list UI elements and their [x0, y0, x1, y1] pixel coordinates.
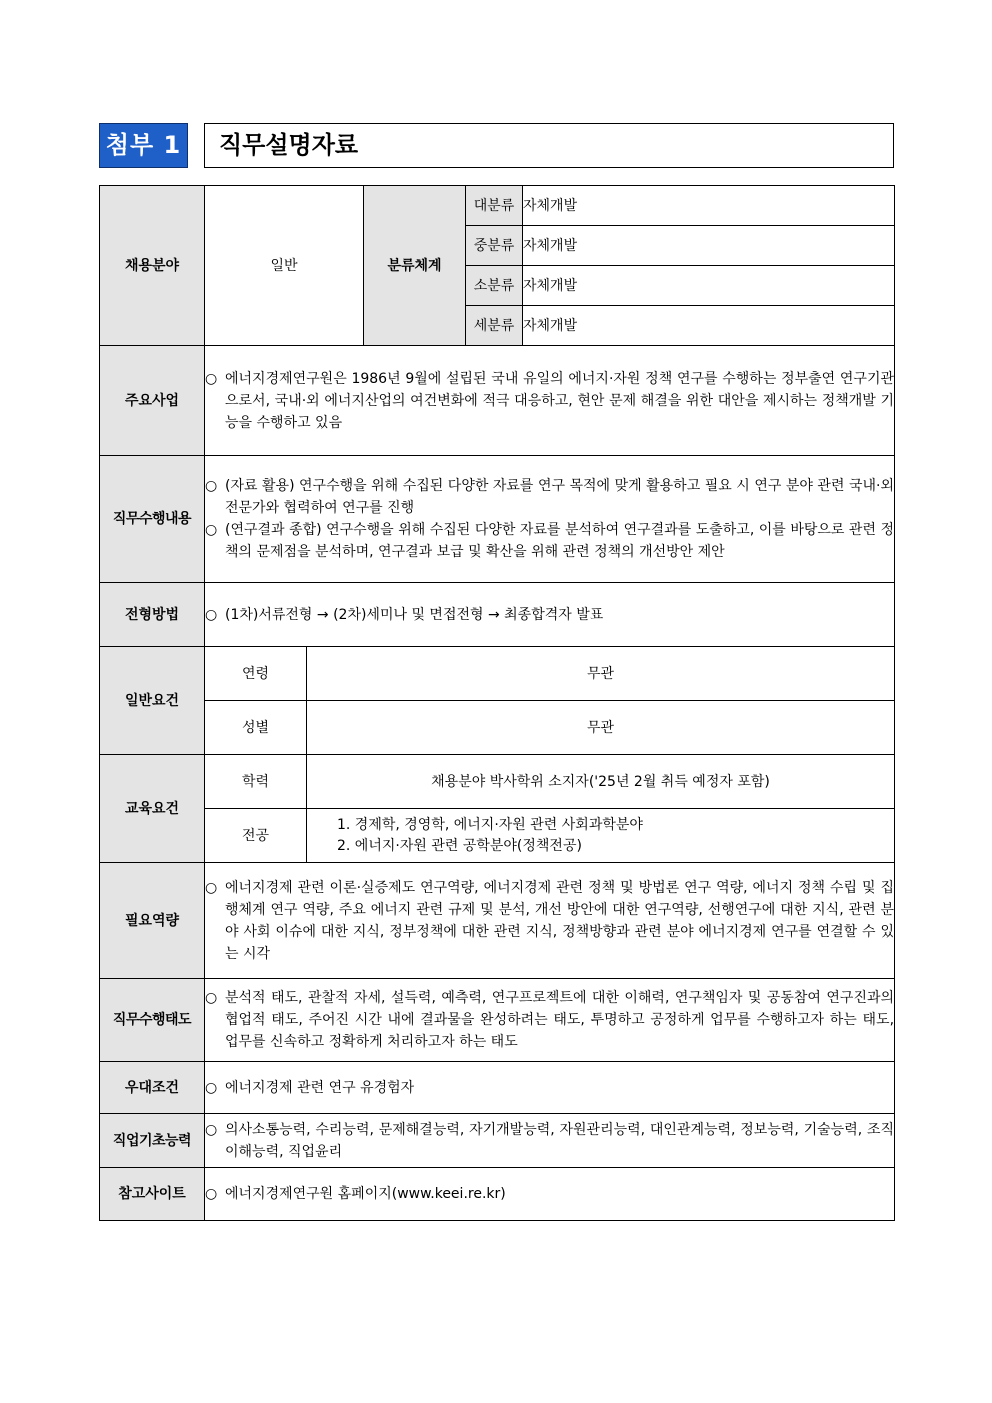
recruit-label: 채용분야 [100, 186, 205, 346]
class-name: 대분류 [466, 186, 523, 226]
list-item [205, 987, 894, 1053]
bullet-icon: ○ [205, 990, 218, 1006]
age-value: 무관 [307, 647, 895, 701]
bullet-icon: ○ [205, 1121, 218, 1138]
class-name: 소분류 [466, 266, 523, 306]
education-row [100, 809, 895, 863]
selection-row [100, 583, 895, 647]
reference-label: 참고사이트 [100, 1168, 205, 1221]
document-header [99, 123, 894, 168]
age-label: 연령 [205, 647, 307, 701]
bullet-icon: ○ [205, 478, 218, 494]
degree-label: 학력 [205, 755, 307, 809]
duties-row [100, 456, 895, 583]
class-value: 자체개발 [523, 306, 895, 346]
list-item [205, 1183, 894, 1205]
list-item [205, 475, 894, 519]
list-item [205, 519, 894, 563]
competency-text: 에너지경제 관련 이론·실증제도 연구역량, 에너지경제 관련 정책 및 방법론 연구 역량, 에너지 정책 수립 및 집행체계 연구 역량, 주요 에너지 관련 규제 및 분석, 개선 방안에 대한 연구역량, 선행연구에 대한 지식, 관련 분야 사회 이슈에 대한 지식, 정부정책에 대한 관련 지식, 정책방향과 관련 분야 에너지경제 연구를 연결할 수 있는 시각 [225, 879, 895, 962]
competency-row [100, 863, 895, 979]
duty-text: (연구결과 종합) 연구수행을 위해 수집된 다양한 자료를 분석하여 연구결과를 도출하고, 이를 바탕으로 관련 정책의 문제점을 분석하며, 연구결과 보급 및 확산을 위해 관련 정책의 개선방안 제안 [225, 522, 895, 560]
class-name: 세분류 [466, 306, 523, 346]
basic-ability-text: 의사소통능력, 수리능력, 문제해결능력, 자기개발능력, 자원관리능력, 대인관계능력, 정보능력, 기술능력, 조직이해능력, 직업윤리 [225, 1121, 895, 1160]
class-value: 자체개발 [523, 226, 895, 266]
duty-text: (자료 활용) 연구수행을 위해 수집된 다양한 자료를 연구 목적에 맞게 활용하고 필요 시 연구 분야 관련 국내·외 전문가와 협력하여 연구를 진행 [225, 478, 895, 516]
class-name: 중분류 [466, 226, 523, 266]
attitude-label: 직무수행태도 [100, 979, 205, 1062]
gender-value: 무관 [307, 701, 895, 755]
bullet-icon: ○ [205, 1186, 218, 1202]
list-item [205, 877, 894, 965]
bullet-icon: ○ [205, 1079, 218, 1096]
class-system-label: 분류체계 [364, 186, 466, 346]
general-row [100, 647, 895, 701]
basic-ability-label: 직업기초능력 [100, 1114, 205, 1168]
preference-row [100, 1062, 895, 1114]
bullet-icon: ○ [205, 606, 218, 623]
recruit-row [100, 186, 895, 226]
bullet-icon: ○ [205, 522, 218, 538]
class-value: 자체개발 [523, 186, 895, 226]
duties-label: 직무수행내용 [100, 456, 205, 583]
education-row [100, 755, 895, 809]
attachment-badge: 첨부 1 [99, 123, 188, 168]
list-item: 1. 경제학, 경영학, 에너지·자원 관련 사회과학분야 [337, 816, 643, 833]
education-label: 교육요건 [100, 755, 205, 863]
attitude-text: 분석적 태도, 관찰적 자세, 설득력, 예측력, 연구프로젝트에 대한 이해력, 연구책임자 및 공동참여 연구진과의 협업적 태도, 주어진 시간 내에 결과물을 완성하려는 태도, 투명하고 공정하게 업무를 수행하고자 하는 태도, 업무를 신속하고 정확하게 처리하고자 하는 태도 [225, 990, 895, 1050]
preference-label: 우대조건 [100, 1062, 205, 1114]
bullet-icon: ○ [205, 879, 218, 896]
list-item [205, 368, 894, 434]
preference-text: 에너지경제 관련 연구 유경험자 [225, 1079, 415, 1096]
major-list [307, 815, 894, 857]
list-item: 2. 에너지·자원 관련 공학분야(정책전공) [337, 837, 582, 854]
basic-ability-row [100, 1114, 895, 1168]
general-row [100, 701, 895, 755]
degree-value: 채용분야 박사학위 소지자('25년 2월 취득 예정자 포함) [307, 755, 895, 809]
document-title: 직무설명자료 [204, 123, 894, 168]
job-description-table [99, 185, 895, 1221]
main-business-row [100, 346, 895, 456]
reference-row [100, 1168, 895, 1221]
gender-label: 성별 [205, 701, 307, 755]
bullet-icon: ○ [205, 370, 218, 387]
list-item [205, 604, 894, 626]
reference-text: 에너지경제연구원 홈페이지(www.keei.re.kr) [225, 1186, 506, 1202]
recruit-value: 일반 [205, 186, 364, 346]
selection-text: (1차)서류전형 → (2차)세미나 및 면접전형 → 최종합격자 발표 [225, 606, 604, 623]
list-item [205, 1119, 894, 1163]
main-business-text: 에너지경제연구원은 1986년 9월에 설립된 국내 유일의 에너지·자원 정책 연구를 수행하는 정부출연 연구기관으로서, 국내·외 에너지산업의 여건변화에 적극 대응하고, 현안 문제 해결을 위한 대안을 제시하는 정책개발 기능을 수행하고 있음 [225, 370, 895, 431]
major-label: 전공 [205, 809, 307, 863]
list-item [205, 1077, 894, 1099]
selection-label: 전형방법 [100, 583, 205, 647]
general-label: 일반요건 [100, 647, 205, 755]
class-value: 자체개발 [523, 266, 895, 306]
competency-label: 필요역량 [100, 863, 205, 979]
main-business-label: 주요사업 [100, 346, 205, 456]
duties-list [205, 475, 894, 563]
attitude-row [100, 979, 895, 1062]
main-business-list [205, 368, 894, 434]
